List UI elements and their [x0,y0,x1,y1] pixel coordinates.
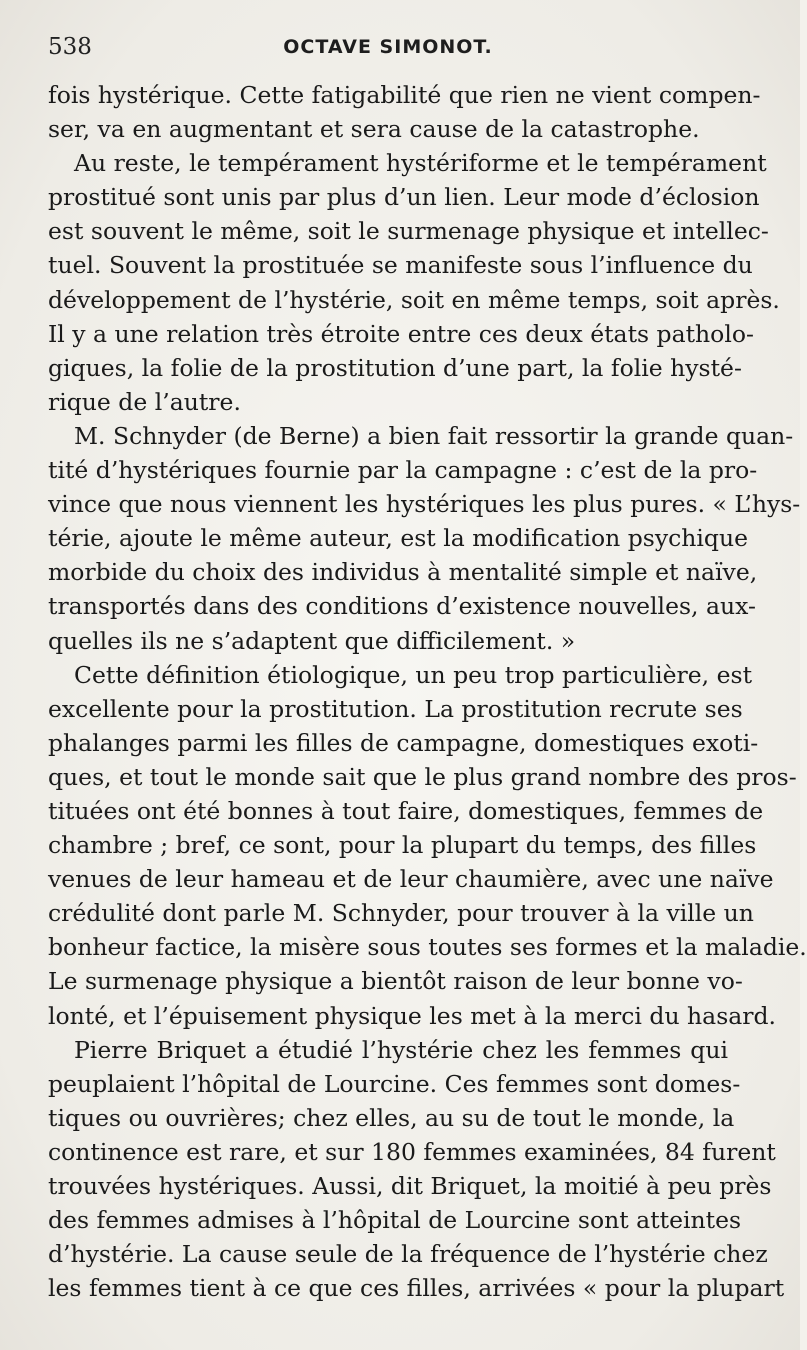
text-line: des femmes admises à l’hôpital de Lourcine sont atteintes [48,1206,742,1235]
text-line: tituées ont été bonnes à tout faire, domestiques, femmes de [48,796,764,825]
text-line: quelles ils ne s’adaptent que difficilement. » [48,626,576,655]
text-line: ques, et tout le monde sait que le plus grand nombre des pros- [48,762,797,791]
text-line: peuplaient l’hôpital de Lourcine. Ces femmes sont domes- [48,1069,741,1098]
text-line: venues de leur hameau et de leur chaumière, avec une naïve [48,865,774,894]
running-head: OCTAVE SIMONOT. [283,36,493,58]
text-line: Cette définition étiologique, un peu trop particulière, est [74,660,753,689]
text-line: térie, ajoute le même auteur, est la modification psychique [48,524,749,553]
text-line: est souvent le même, soit le surmenage physique et intellec- [48,217,769,246]
text-line: giques, la folie de la prostitution d’une part, la folie hysté- [48,353,742,382]
text-line: chambre ; bref, ce sont, pour la plupart du temps, des filles [48,831,757,860]
text-line: bonheur factice, la misère sous toutes ses formes et la maladie. [48,933,807,962]
text-line: crédulité dont parle M. Schnyder, pour trouver à la ville un [48,899,754,928]
text-line: ser, va en augmentant et sera cause de la catastrophe. [48,115,700,144]
text-line: phalanges parmi les filles de campagne, domestiques exoti- [48,728,759,757]
text-line: d’hystérie. La cause seule de la fréquence de l’hystérie chez [48,1240,768,1269]
text-line: Il y a une relation très étroite entre ces deux états patholo- [48,319,754,348]
text-line: rique de l’autre. [48,387,241,416]
body-text [48,78,807,1305]
text-line: Pierre Briquet a étudié l’hystérie chez les femmes qui [74,1035,728,1064]
text-line: excellente pour la prostitution. La prostitution recrute ses [48,694,743,723]
text-line: Au reste, le tempérament hystériforme et le tempérament [74,149,767,178]
text-line: prostitué sont unis par plus d’un lien. Leur mode d’éclosion [48,183,760,212]
text-line: transportés dans des conditions d’existence nouvelles, aux- [48,592,756,621]
page-header [48,34,728,74]
text-line: trouvées hystériques. Aussi, dit Briquet, la moitié à peu près [48,1172,772,1200]
text-line: M. Schnyder (de Berne) a bien fait ressortir la grande quan- [74,421,794,450]
text-line: tuel. Souvent la prostituée se manifeste sous l’influence du [48,251,753,280]
text-line: continence est rare, et sur 180 femmes examinées, 84 furent [48,1137,776,1166]
text-line: lonté, et l’épuisement physique les met à la merci du hasard. [48,1001,777,1030]
text-line: vince que nous viennent les hystériques les plus pures. « L’hys- [48,490,801,519]
text-line: fois hystérique. Cette fatigabilité que rien ne vient compen- [48,81,761,109]
text-line: les femmes tient à ce que ces filles, arrivées « pour la plupart [48,1274,785,1303]
text-line: développement de l’hystérie, soit en même temps, soit après. [48,285,780,314]
page-number: 538 [48,34,92,60]
text-line: morbide du choix des individus à mentalité simple et naïve, [48,558,758,587]
text-line: Le surmenage physique a bientôt raison de leur bonne vo- [48,967,743,996]
text-line: tiques ou ouvrières; chez elles, au su de tout le monde, la [48,1103,735,1132]
text-line: tité d’hystériques fournie par la campagne : c’est de la pro- [48,456,758,485]
